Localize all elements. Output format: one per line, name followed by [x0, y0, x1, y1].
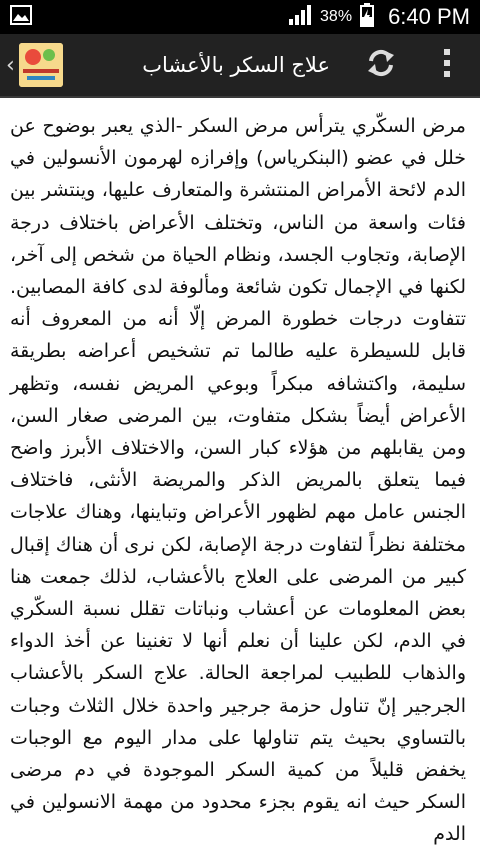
- status-bar: [0, 0, 480, 34]
- overflow-menu-button[interactable]: [414, 33, 480, 97]
- overflow-menu-icon: [442, 48, 452, 82]
- clock: 6:40 PM: [388, 4, 470, 29]
- battery-icon: [360, 3, 374, 31]
- signal-icon: [288, 4, 312, 30]
- article-body: مرض السكّري يترأس مرض السكر -الذي يعبر بوضوح عن خلل في عضو (البنكرياس) وإفرازه لهرمون الأنسولين في الدم لائحة الأمراض المنتشرة والمتعارف عليها، وينتشر بين فئات واسعة من الناس، وتختلف الأعراض باختلاف درجة الإصابة، وتجاوب الجسد، ونظام الحياة من شخص إلى آخر، لكنها في الإجمال تكون شائعة ومألوفة لدى كافة المصابين. تتفاوت درجات خطورة المرض إلّا أنه من المعروف أنه قابل للسيطرة عليه طالما تم تشخيص أعراضه بطريقة سليمة، واكتشافه مبكراً وبوعي المريض نفسه، وتظهر الأعراض أيضاً بشكل متفاوت، بين المرضى صغار السن، ومن يقابلهم من هؤلاء كبار السن، والاختلاف الأبرز واضح فيما يتعلق بالمريض الذكر والمريضة الأنثى، فاختلاف الجنس عامل مهم لظهور الأعراض وتباينها، وهناك علاجات مختلفة نظراً لتفاوت درجة الإصابة، لكن نرى أن هناك إقبال كبير من المرضى على العلاج بالأعشاب، لذلك جمعت هنا بعض المعلومات عن أعشاب ونباتات تقلل نسبة السكّري في الدم، لكن علينا أن نعلم أنها لا تغنينا عن أخذ الدواء والذهاب للطبيب لمراجعة الحالة. علاج السكر بالأعشاب الجرجير إنّ تناول حزمة جرجير واحدة خلال الثلاث وجبات بالتساوي بحيث يتم تناولها على مدار اليوم مع الوجبات يخفض قليلاً من كمية السكر الموجودة في دم مرضى السكر حيث انه يقوم بجزء محدود من مهمة الانسولين في الدم: [10, 115, 466, 846]
- page-title: علاج السكر بالأعشاب: [142, 53, 330, 77]
- action-bar: [0, 34, 480, 98]
- up-navigation-button[interactable]: [0, 33, 67, 97]
- refresh-icon: [365, 47, 397, 83]
- app-logo-icon: [19, 43, 63, 87]
- chevron-left-icon: ‹: [6, 52, 15, 78]
- refresh-button[interactable]: [348, 33, 414, 97]
- battery-percent: 38%: [320, 8, 353, 25]
- gallery-icon: [10, 5, 32, 29]
